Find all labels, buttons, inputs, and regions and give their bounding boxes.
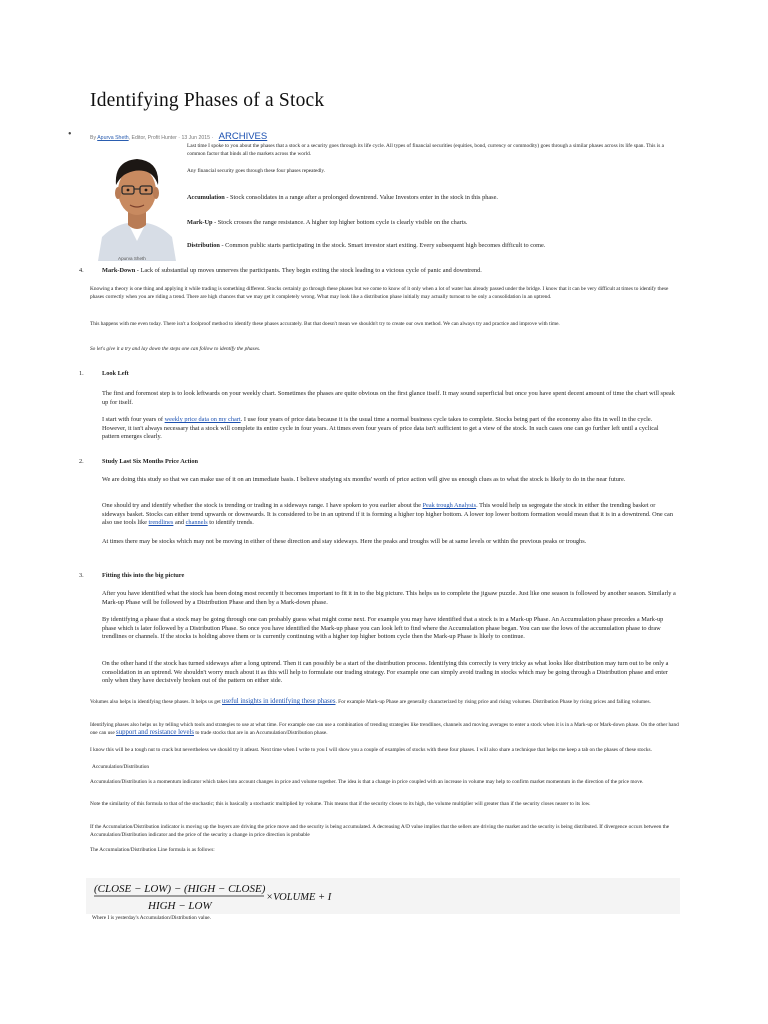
step-paragraph [102,416,677,442]
text-run: . For example Mark-up Phase are generally characterized by rising price and rising volumes. Distribution Phase by rising prices and falling volumes. [335,699,651,705]
trendlines-link[interactable]: trendlines [148,519,174,527]
text-run: to trade stocks that are in an Accumulation/Distribution phase. [194,730,328,737]
formula-note: Where I is yesterday's Accumulation/Distribution value. [92,915,211,921]
byline-prefix: By [90,135,97,141]
useful-insights-link[interactable]: useful insights in identifying these phases [222,698,336,705]
author-photo [94,141,180,261]
byline-date: 13 Jun 2015 [181,135,211,141]
list-number: 4. [79,267,84,274]
step-title: Study Last Six Months Price Action [102,458,199,465]
step-paragraph: On the other hand if the stock has turned sideways after a long uptrend. Then it can possibly be a start of the distribution process. Identifying this correctly is very tricky as what looks like distribution may turn out to be only a consolidation in an uptrend. We shouldn't worry much about it as this will help to formulate our trading strategy. For example one can simply avoid trading in stocks which may be going through a Distribution phase and enter only when they have decisively broken out of the pattern on either side. [102,660,669,685]
phase-name: Mark-Down [102,267,136,274]
photo-caption: Apurva Sheth [118,256,146,261]
happens-paragraph: This happens with me even today. There isn't a foolproof method to identify these phases accurately. But that doesn't mean we shouldn't try to create our own method. We can always try and practice and improve with time. [90,321,560,327]
formula-multiplier: ×VOLUME + I [266,892,332,903]
author-link[interactable]: Apurva Sheth [97,135,129,141]
list-bullet: • [68,129,72,140]
identifying-paragraph [90,721,680,737]
phase-desc: - Lack of substantial up moves unnerves the participants. They begin exiting the stock leading to a vicious cycle of panic and downtrend. [135,267,482,274]
phase-accumulation [187,194,667,203]
iknow-paragraph: I know this will be a tough nut to crack but nevertheless we should try it atleast. Next time when I write to you I will show you a couple of examples of stocks with these four phases. I will also share a technique that helps me keep a tab on the phases of these stocks. [90,747,652,753]
ad-formula-box [86,878,680,914]
byline-separator: · [211,135,214,141]
text-run: Volumes also helps in identifying these phases. It helps us get [90,699,223,705]
text-run: to identify trends. [207,519,254,527]
list-number: 2. [79,458,84,465]
knowing-paragraph: Knowing a theory is one thing and applying it while trading is something different. Stocks certainly go through these phases but we come to know of it only when a lot of water has already passed under the bridge. I know that it can be very difficult at times to identify these phases correctly when you are riding a trend. There are high chances that we may get it completely wrong. What may look like a distribution phase initially may actually turnout to be only a consolidation in an uptrend. [90,286,669,301]
volumes-paragraph [90,698,680,706]
step-paragraph [102,502,677,528]
text-run: . I use four years of price data because it is the usual time a normal business cycle takes to complete. Stocks being part of the economy also fits in well in the cycle. However, it isn't always necessary that a stock will complete its entire cycle in four years. At times even four years of price data isn't sufficient to get a view of the stock. In such cases one can go further left until a cyclical pattern emerges clearly. [102,416,659,441]
ad-paragraph: If the Accumulation/Distribution indicator is moving up the buyers are driving the price move and the security is being accumulated. A decreasing A/D value implies that the sellers are driving the market and the security is being distributed. If divergence occurs between the Accumulation/Distribution indicator and the price of the security a change in price direction is probable [90,824,670,839]
text-run: I start with four years of [102,416,165,423]
step-paragraph: After you have identified what the stock has been doing most recently it becomes important to fit it in to the big picture. This helps us to complete the jigsaw puzzle. Just like one season is followed by another season. Similarly a Mark-up Phase will be followed by a Distribution Phase and then by a Mark-down phase. [102,590,676,606]
step-paragraph: By identifying a phase that a stock may be going through one can probably guess what might come next. For example you may have identified that a stock is in a Mark-up Phase. An Accumulation phase precedes a Mark-up phase which is later followed by a Distribution Phase. So once you have identified the Mark-up phase you can look left to find where the Accumulation phase began. You can use the lows of the accumulation phase to draw trendlines or channels. If the stocks is holding above them or is currently continuing with a higher top higher bottom cycle then the Mark-up Phase is likely to continue. [102,616,664,641]
phase-distribution [187,242,667,251]
ad-paragraph: Accumulation/Distribution is a momentum indicator which takes into account changes in price and volume together. The idea is that a change in price coupled with an increase in volume may help to confirm market momentum in the direction of the price move. [90,779,644,785]
ad-paragraph: The Accumulation/Distribution Line formula is as follows: [90,847,215,853]
phase-name: Mark-Up [187,219,213,226]
intro-paragraph: Last time I spoke to you about the phases that a stock or a security goes through its life cycle. All types of financial securities (equities, bond, currency or commodity) goes through a similar phases across its life span. This is a common factor that binds all the markets across the world. [187,143,664,158]
text-run: Identifying phases also helps us by telling which tools and strategies to use at what time. For example one can use a combination of trending strategies like trendlines, channels and moving averages to enter a stock when it is in a Mark-up or Mark-down phase. On the other hand one can use [90,722,679,737]
step-paragraph: The first and foremost step is to look leftwards on your weekly chart. Sometimes the phases are quite obvious on the first glance itself. It may sound superficial but once you have spent decent amount of time the chart will speak up for itself. [102,390,675,406]
text-run: One should try and identify whether the stock is trending or trading in a sideways range. I have spoken to you earlier about the [102,502,423,509]
formula-denominator: HIGH − LOW [148,900,212,912]
weekly-price-data-link[interactable]: weekly price data on my chart [164,416,241,423]
phase-desc: - Stock crosses the range resistance. A higher top higher bottom cycle is clearly visible on the charts. [212,219,468,226]
page-title: Identifying Phases of a Stock [90,90,325,111]
list-number: 1. [79,370,84,377]
phase-desc: - Common public starts participating in the stock. Smart investor start exiting. Every subsequent high becomes difficult to come. [219,242,546,249]
ad-formula [86,878,680,914]
intro-paragraph-2: Any financial security goes through these four phases repeatedly. [187,168,326,174]
formula-numerator: (CLOSE − LOW) − (HIGH − CLOSE) [94,883,266,895]
support-resistance-link[interactable]: support and resistance levels [116,729,194,737]
text-run: . This would help us segregate the stock in either the trending basket or sideways basket. Stocks can either trend upwards or downwards. It is considered to be in an uptrend if it is forming a higher top higher bottom. A lower top lower bottom formation would mean that it is in a downtrend. One can also use tools like [102,502,673,527]
list-number: 3. [79,572,84,579]
ad-paragraph: Note the similarity of this formula to that of the stochastic; this is basically a stochastic multiplied by volume. This means that if the security closes to its high, the volume multiplier will greater than if the security closes nearer to its low. [90,801,591,807]
ad-heading: Accumulation/Distribution [92,764,150,770]
phase-name: Accumulation [187,194,225,201]
step-title: Fitting this into the big picture [102,572,185,579]
peak-trough-analysis-link[interactable]: Peak trough Analysis [422,502,477,509]
byline-separator: · [178,135,180,141]
text-run: and [173,519,186,527]
step-paragraph: We are doing this study so that we can make use of it on an immediate basis. I believe studying six months' worth of price action will give us enough clues as to what the stock is likely to do in the near future. [102,476,626,483]
author-portrait-image [94,141,180,261]
so-give-paragraph: So let's give it a try and lay down the steps one can follow to identify the phases. [90,346,261,352]
channels-link[interactable]: channels [185,519,208,527]
step-paragraph: At times there may be stocks which may not be moving in either of these direction and stay sideways. Here the peaks and troughs will be at same levels or within the previous peaks or troughs. [102,538,587,545]
author-role: , Editor, Profit Hunter [128,135,177,141]
phase-name: Distribution [187,242,220,249]
archives-link[interactable]: ARCHIVES [218,131,268,142]
phase-markup [187,219,667,228]
phase-markdown [102,267,672,276]
step-title: Look Left [102,370,129,377]
phase-desc: - Stock consolidates in a range after a prolonged downtrend. Value Investors enter in the stock in this phase. [224,194,498,201]
